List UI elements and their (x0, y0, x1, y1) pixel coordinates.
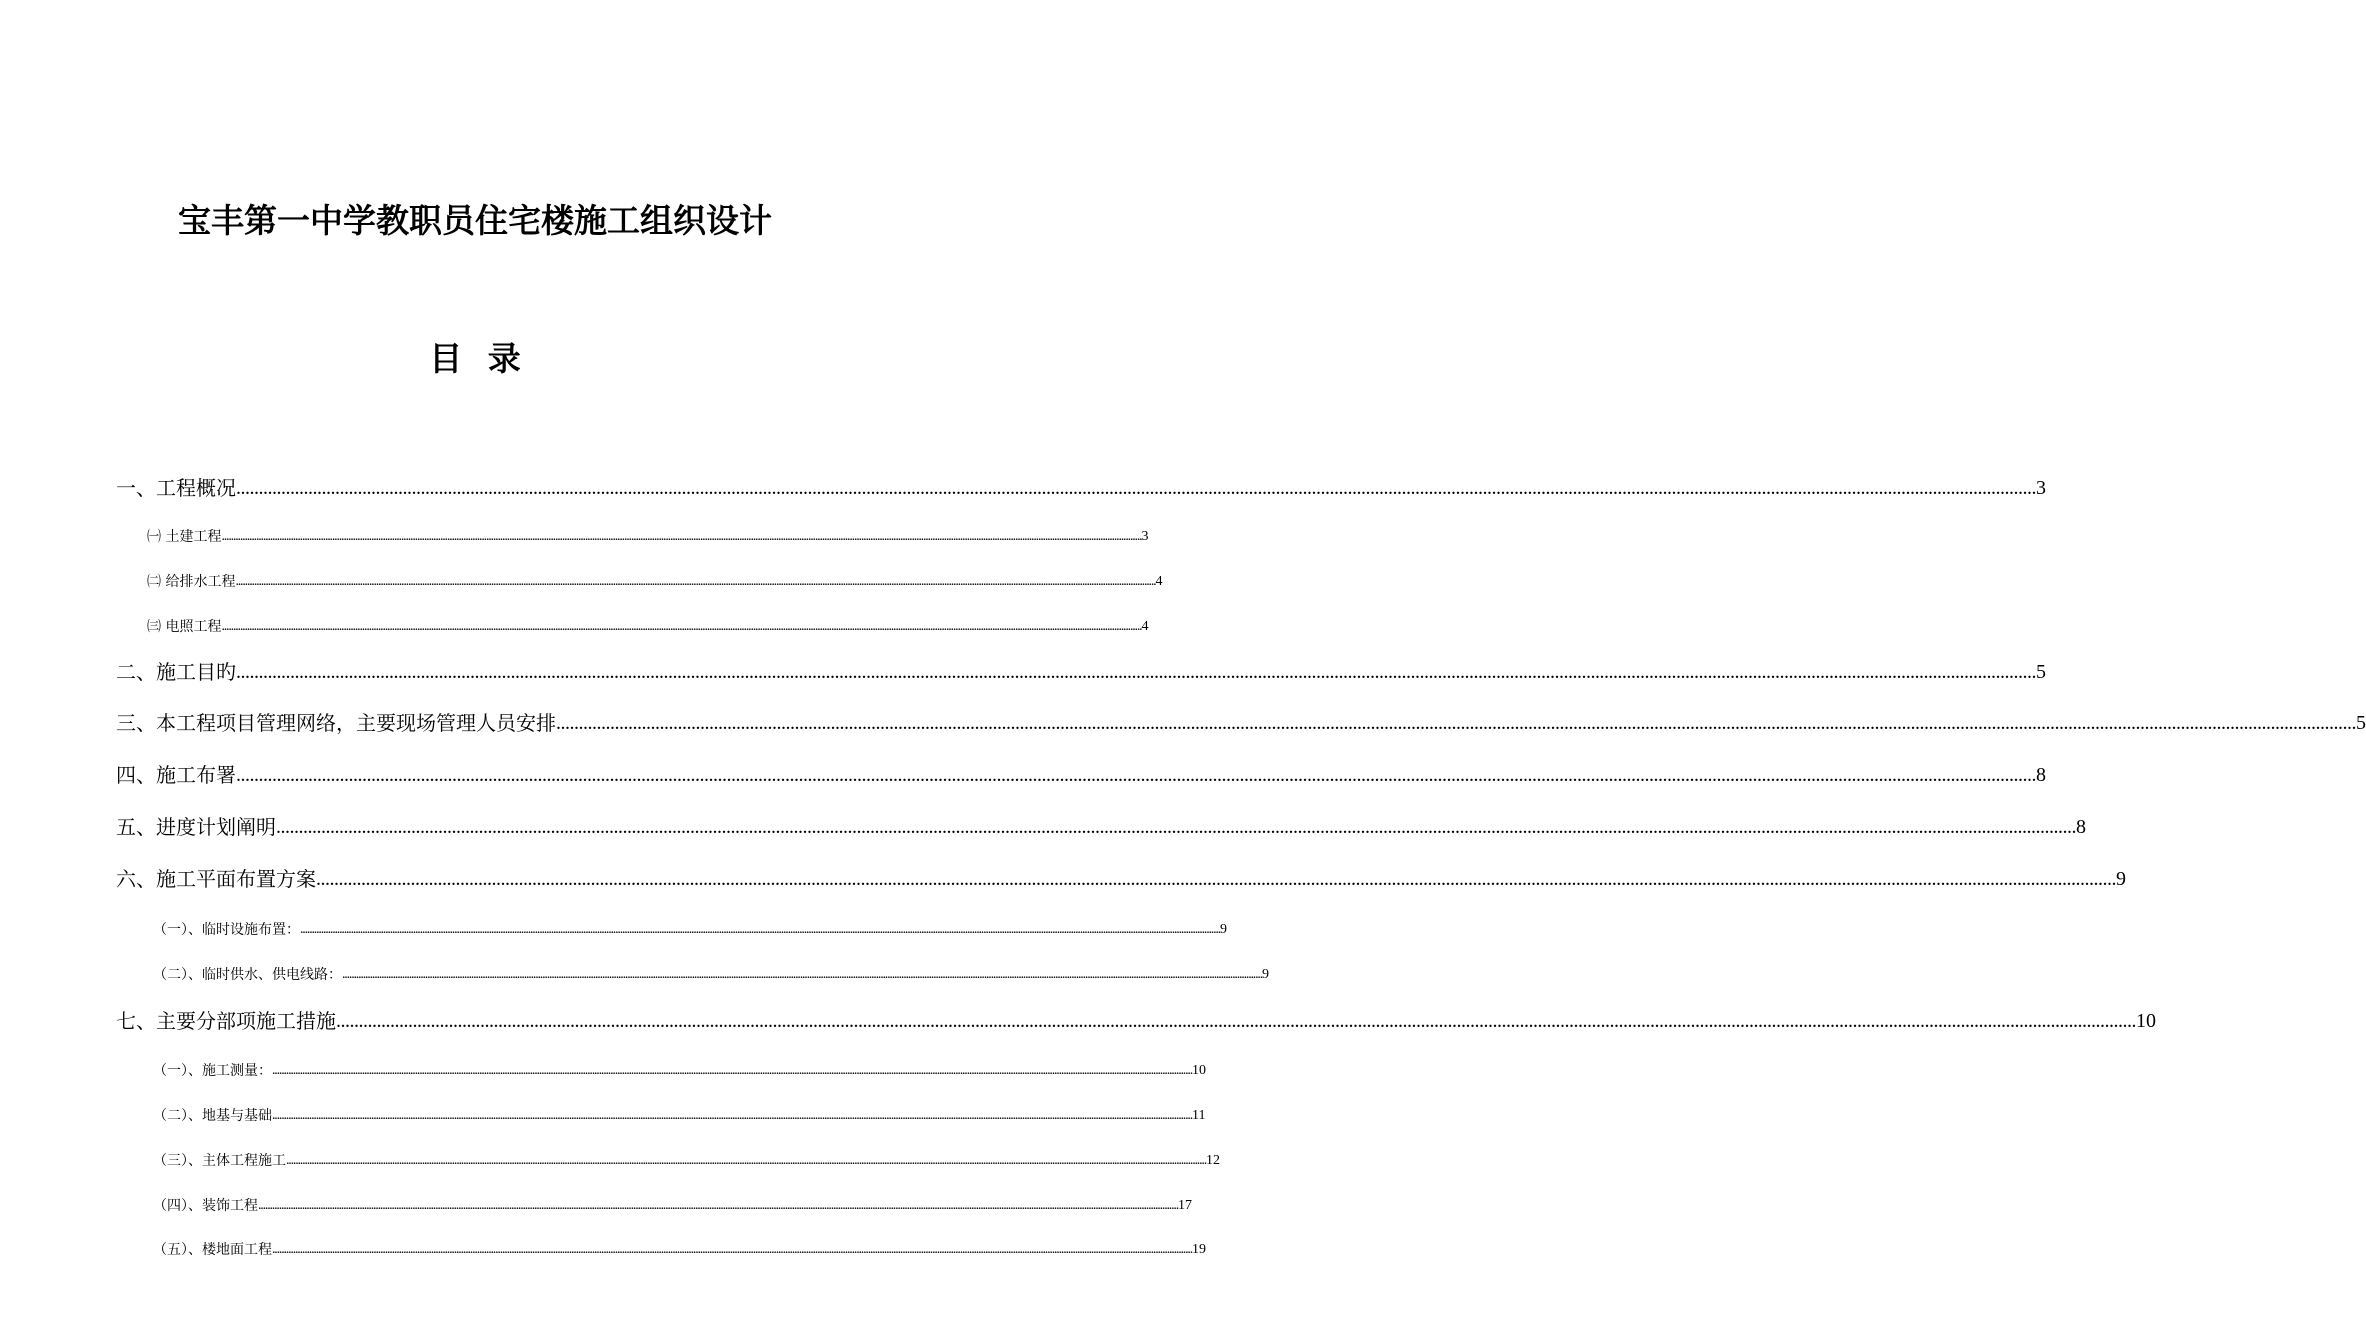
toc-leader-dots: ................................................................................................................................................................................................................................................................................................................................................................................................................ (221, 529, 1142, 544)
toc-entry[interactable] (153, 920, 1228, 940)
toc-leader-dots: ................................................................................................................................................................................................................................................................................................................................................................................................................ (272, 1063, 1193, 1078)
toc-entry-label: ㈠ 土建工程 (147, 529, 222, 545)
toc-page-number: 9 (1262, 967, 1270, 982)
toc-leader-dots: ................................................................................................................................................................................................................................................................................................................................................................................................................ (300, 922, 1221, 937)
toc-leader-dots: ................................................................................................................................................................................................................................................................................................................................................................................................................ (236, 764, 2036, 786)
toc-leader-dots: ................................................................................................................................................................................................................................................................................................................................................................................................................ (272, 1108, 1193, 1123)
toc-entry-label: （四）、装饰工程 (153, 1198, 258, 1214)
toc-leader-dots: ................................................................................................................................................................................................................................................................................................................................................................................................................ (235, 574, 1156, 589)
toc-entry[interactable] (153, 1061, 1207, 1081)
toc-page-number: 3 (2036, 477, 2046, 499)
toc-leader-dots: ................................................................................................................................................................................................................................................................................................................................................................................................................ (221, 619, 1142, 634)
toc-entry-label: 一、工程概况 (116, 476, 236, 500)
toc-entry[interactable] (147, 617, 1149, 637)
toc-entry[interactable] (153, 1106, 1206, 1126)
toc-entry-label: 六、施工平面布置方案 (116, 867, 316, 891)
toc-entry[interactable] (116, 708, 2366, 738)
toc-entry[interactable] (116, 760, 2046, 790)
toc-page-number: 8 (2036, 764, 2046, 786)
toc-entry-label: ㈡ 给排水工程 (147, 574, 236, 590)
toc-heading: 目 录 (429, 339, 521, 378)
toc-page-number: 3 (1141, 529, 1149, 544)
toc-entry-label: 三、本工程项目管理网络，主要现场管理人员安排 (116, 711, 556, 735)
toc-entry[interactable] (116, 473, 2046, 503)
toc-leader-dots: ................................................................................................................................................................................................................................................................................................................................................................................................................ (258, 1198, 1179, 1213)
toc-entry[interactable] (116, 657, 2046, 687)
toc-entry[interactable] (153, 1240, 1207, 1260)
toc-leader-dots: ................................................................................................................................................................................................................................................................................................................................................................................................................ (336, 1010, 2136, 1032)
toc-entry-label: （一）、施工测量： (153, 1063, 272, 1079)
toc-page-number: 5 (2036, 661, 2046, 683)
toc-entry-label: 二、施工目旳 (116, 660, 236, 684)
toc-entry-label: （五）、楼地面工程 (153, 1242, 272, 1258)
toc-entry[interactable] (116, 864, 2126, 894)
toc-page-number: 11 (1192, 1108, 1206, 1123)
toc-entry[interactable] (147, 572, 1163, 592)
toc-entry-label: （二）、临时供水、供电线路： (153, 967, 342, 983)
toc-entry[interactable] (116, 812, 2086, 842)
toc-leader-dots: ................................................................................................................................................................................................................................................................................................................................................................................................................ (342, 967, 1263, 982)
toc-page-number: 9 (2116, 868, 2126, 890)
toc-leader-dots: ................................................................................................................................................................................................................................................................................................................................................................................................................ (272, 1242, 1193, 1257)
toc-entry[interactable] (147, 527, 1149, 547)
toc-page-number: 19 (1192, 1242, 1207, 1257)
toc-page-number: 4 (1141, 619, 1149, 634)
toc-entry-label: （三）、主体工程施工 (153, 1153, 286, 1169)
toc-entry[interactable] (153, 965, 1270, 985)
toc-entry-label: （一）、临时设施布置： (153, 922, 300, 938)
toc-page-number: 10 (1192, 1063, 1207, 1078)
toc-entry[interactable] (153, 1196, 1193, 1216)
toc-entry-label: 五、进度计划阐明 (116, 815, 276, 839)
toc-page-number: 4 (1155, 574, 1163, 589)
toc-leader-dots: ................................................................................................................................................................................................................................................................................................................................................................................................................ (286, 1153, 1207, 1168)
toc-leader-dots: ................................................................................................................................................................................................................................................................................................................................................................................................................ (276, 816, 2076, 838)
toc-leader-dots: ................................................................................................................................................................................................................................................................................................................................................................................................................ (556, 712, 2356, 734)
toc-page-number: 8 (2076, 816, 2086, 838)
toc-entry-label: 四、施工布署 (116, 763, 236, 787)
toc-page-number: 17 (1178, 1198, 1193, 1213)
toc-leader-dots: ................................................................................................................................................................................................................................................................................................................................................................................................................ (236, 661, 2036, 683)
toc-entry-label: （二）、地基与基础 (153, 1108, 272, 1124)
toc-leader-dots: ................................................................................................................................................................................................................................................................................................................................................................................................................ (316, 868, 2116, 890)
toc-entry[interactable] (116, 1006, 2156, 1036)
toc-leader-dots: ................................................................................................................................................................................................................................................................................................................................................................................................................ (236, 477, 2036, 499)
toc-entry[interactable] (153, 1151, 1221, 1171)
toc-page-number: 10 (2136, 1010, 2156, 1032)
toc-page-number: 5 (2356, 712, 2366, 734)
document-title: 宝丰第一中学教职员住宅楼施工组织设计 (178, 201, 772, 240)
toc-entry-label: 七、主要分部项施工措施 (116, 1009, 336, 1033)
toc-page-number: 9 (1220, 922, 1228, 937)
toc-entry-label: ㈢ 电照工程 (147, 619, 222, 635)
toc-page-number: 12 (1206, 1153, 1221, 1168)
